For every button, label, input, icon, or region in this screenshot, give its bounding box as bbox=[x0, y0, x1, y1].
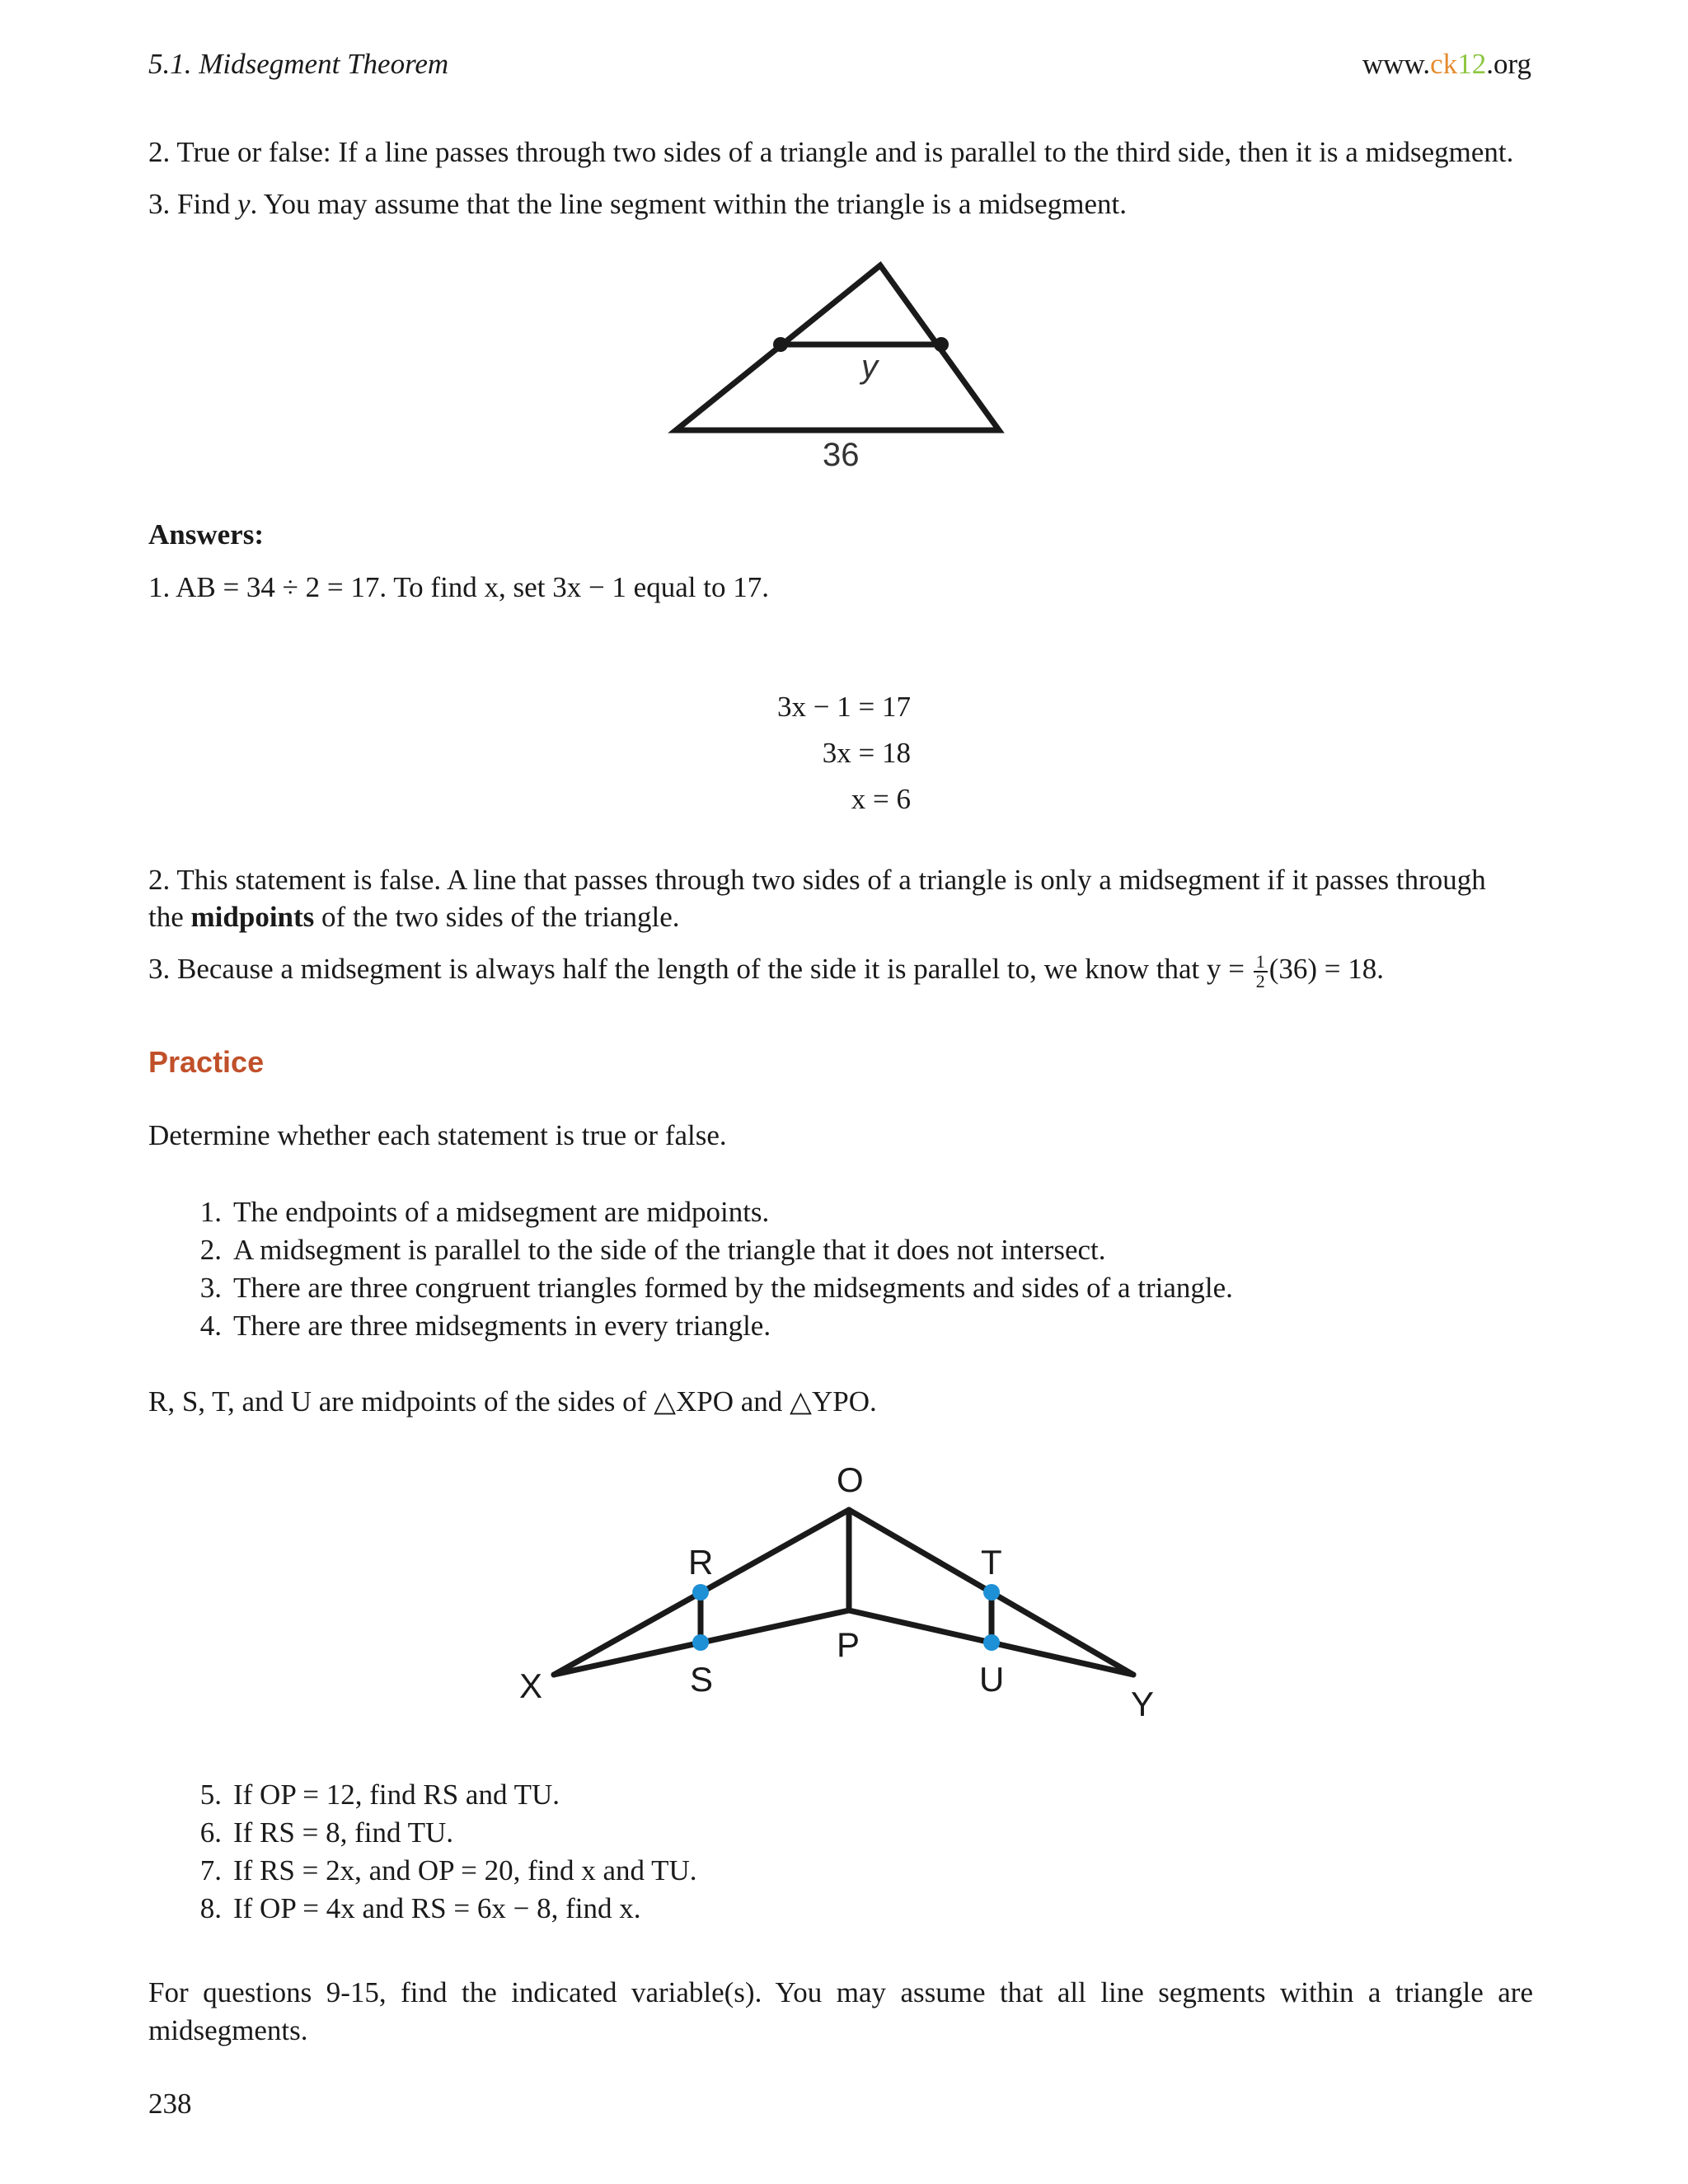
practice-list-1 bbox=[185, 1193, 1233, 1345]
fraction-one-half: $\frac{1}{2}$ bbox=[1254, 953, 1268, 991]
closing-instructions: For questions 9-15, find the indicated variable(s). You may assume that all line segments within a triangle are midsegments. bbox=[148, 1976, 1533, 2046]
equation-step-1: 3x − 1 = 17 bbox=[777, 691, 911, 723]
list-item: 7. If RS = 2x, and OP = 20, find x and TU. bbox=[199, 1854, 697, 1886]
point-s bbox=[692, 1634, 709, 1651]
base-label-36: 36 bbox=[823, 437, 860, 473]
list-item: 8. If OP = 4x and RS = 6x − 8, find x. bbox=[199, 1892, 641, 1924]
running-header-section: 5.1. Midsegment Theorem bbox=[148, 48, 449, 80]
triangle-midsegment-figure bbox=[651, 247, 1030, 486]
running-header-url[interactable] bbox=[1362, 48, 1531, 81]
label-p: P bbox=[837, 1625, 860, 1664]
list-item: 2. A midsegment is parallel to the side of the triangle that it does not intersect. bbox=[199, 1234, 1106, 1266]
url-ck: ck bbox=[1430, 48, 1458, 80]
url-prefix: www. bbox=[1362, 48, 1431, 80]
answers-heading: Answers: bbox=[148, 518, 264, 551]
practice-heading: Practice bbox=[148, 1045, 265, 1079]
list-item: 6. If RS = 8, find TU. bbox=[199, 1816, 454, 1849]
review-question-3: 3. Find y. You may assume that the line segment within the triangle is a midsegment. bbox=[148, 188, 1127, 220]
label-u: U bbox=[979, 1660, 1005, 1699]
label-s: S bbox=[690, 1660, 714, 1699]
url-suffix: .org bbox=[1486, 48, 1531, 80]
review-question-2: 2. True or false: If a line passes through two sides of a triangle and is parallel to the third side, then it is a midsegment. bbox=[148, 136, 1514, 168]
answer-1: 1. AB = 34 ÷ 2 = 17. To find x, set 3x − 1 equal to 17. bbox=[148, 571, 769, 603]
page-number: 238 bbox=[148, 2088, 192, 2120]
point-r bbox=[692, 1584, 709, 1601]
answer-3: 3. Because a midsegment is always half the length of the side it is parallel to, we know that y = $\frac{1}{2}$ (36) = 18. bbox=[148, 950, 1385, 991]
label-r: R bbox=[688, 1543, 714, 1582]
point-t bbox=[983, 1584, 1000, 1601]
label-x: X bbox=[519, 1666, 543, 1705]
midpoint-left bbox=[773, 337, 788, 352]
point-u bbox=[983, 1634, 1000, 1651]
midpoint-right bbox=[934, 337, 949, 352]
practice-list-2 bbox=[185, 1776, 697, 1928]
list-item: 5. If OP = 12, find RS and TU. bbox=[199, 1779, 560, 1811]
answer-2-line-1: 2. This statement is false. A line that passes through two sides of a triangle is only a midsegment if it passes through bbox=[148, 864, 1486, 896]
xpo-ypo-figure bbox=[511, 1459, 1170, 1731]
label-o: O bbox=[837, 1460, 864, 1499]
triangle-outline bbox=[676, 265, 999, 430]
answer-2-line-2: the midpoints of the two sides of the triangle. bbox=[148, 901, 680, 933]
label-y: Y bbox=[1131, 1685, 1155, 1723]
midpoints-statement: R, S, T, and U are midpoints of the sides of △XPO and △YPO. bbox=[148, 1385, 877, 1418]
list-item: 3. There are three congruent triangles formed by the midsegments and sides of a triangle. bbox=[199, 1272, 1233, 1304]
equation-step-2: 3x = 18 bbox=[822, 737, 911, 769]
list-item: 4. There are three midsegments in every triangle. bbox=[199, 1310, 771, 1342]
midsegment-label-y: y bbox=[861, 349, 878, 385]
label-t: T bbox=[981, 1543, 1002, 1582]
practice-intro: Determine whether each statement is true or false. bbox=[148, 1119, 727, 1151]
url-12: 12 bbox=[1457, 48, 1487, 80]
list-item: 1. The endpoints of a midsegment are midpoints. bbox=[199, 1196, 770, 1228]
equation-step-3: x = 6 bbox=[851, 783, 911, 815]
